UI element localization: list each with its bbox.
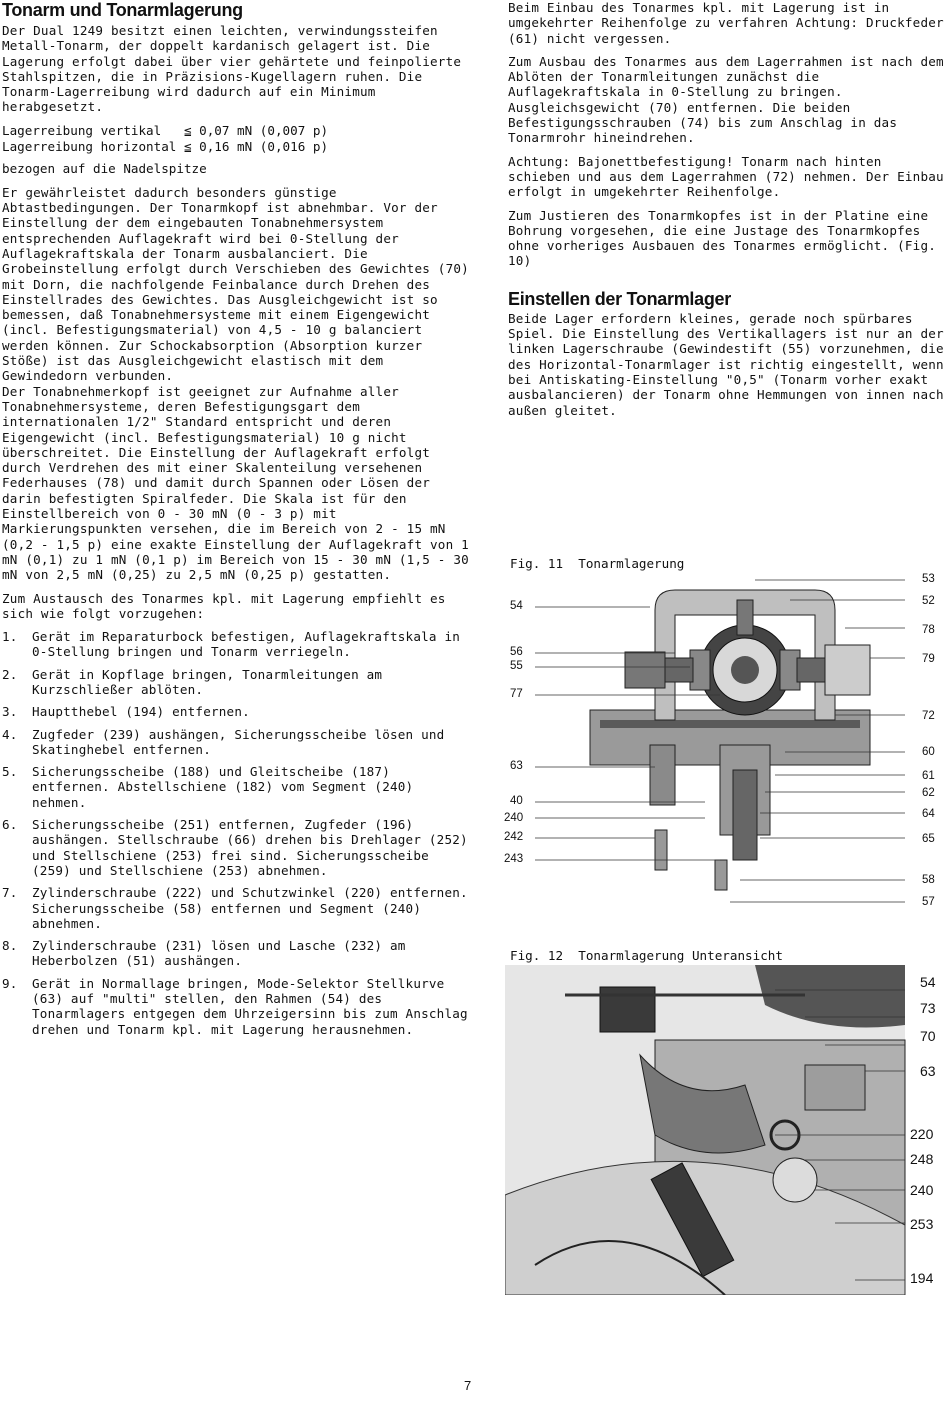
left-column <box>2 0 472 1044</box>
list-item: 6. Sicherungsscheibe (251) entfernen, Zugfeder (196) aushängen. Stellschraube (66) drehen bis Drehlager (252) und Stellschiene (253) frei sind. Sicherungsscheibe (259) und Stellschiene (253) abnehmen. <box>2 817 468 878</box>
body-paragraph-3: Zum Austausch des Tonarmes kpl. mit Lagerung empfiehlt es sich wie folgt vorzugehen: <box>2 590 446 621</box>
right-paragraph-3: Achtung: Bajonettbefestigung! Tonarm nach hinten schieben und aus dem Lagerrahmen (72) nehmen. Der Einbau erfolgt in umgekehrter Reihenfolge. <box>508 153 944 200</box>
fig12-label: 248 <box>910 1151 934 1167</box>
fig11-label: 52 <box>922 595 935 607</box>
fig12-label: 194 <box>910 1270 934 1286</box>
intro-paragraph: Der Dual 1249 besitzt einen leichten, verwindungssteifen Metall-Tonarm, der doppelt kardanisch gelagert ist. Die Lagerung erfolgt dabei über vier gehärtete und feinpolierte Stahlspitzen, die in Präzisions-Kugellagern ruhen. Die Tonarm-Lagerreibung wird dadurch auf ein Minimum herabgesetzt. <box>2 23 462 115</box>
right-paragraph-2: Zum Ausbau des Tonarmes aus dem Lagerrahmen ist nach dem Ablöten der Tonarmleitungen zunächst die Auflagekraftskala in 0-Stellung zu bringen. Ausgleichsgewicht (70) entfernen. Die beiden Befestigungsschrauben (74) bis zum Anschlag in das Tonarmrohr hineindrehen. <box>508 53 944 146</box>
fig11-caption: Fig. 11 Tonarmlagerung <box>510 556 685 571</box>
spec-vertical: Lagerreibung vertikal ≦ 0,07 mN (0,007 p) <box>2 122 329 138</box>
spec-block <box>2 123 472 177</box>
fig11-illustration <box>505 570 945 915</box>
steps-list <box>2 629 472 1037</box>
fig12-illustration <box>505 965 945 1295</box>
fig11-label: 55 <box>510 660 523 672</box>
fig11-label: 240 <box>504 812 524 824</box>
fig11-label: 62 <box>922 787 935 799</box>
page-number: 7 <box>464 1378 472 1393</box>
fig11-label: 57 <box>922 896 935 908</box>
fig12-label: 253 <box>910 1216 934 1232</box>
fig12-caption: Fig. 12 Tonarmlagerung Unteransicht <box>510 948 783 963</box>
list-item: 5. Sicherungsscheibe (188) und Gleitscheibe (187) entfernen. Abstellschiene (182) vom Segment (240) nehmen. <box>2 764 414 810</box>
body-paragraph-1: Er gewährleistet dadurch besonders günstige Abtastbedingungen. Der Tonarmkopf ist abnehmbar. Vor der Einstellung der dem eingebauten Tonabnehmersystem entsprechenden Auflagekraft wird bei 0-Stellung der Auflagekraftskala der Tonarm ausbalanciert. Die Grobeinstellung erfolgt durch Verschieben des Gewichtes (70) mit Dorn, die nachfolgende Feinbalance durch Drehen des Einstellrades des Gewichtes. Das Ausgleichgewicht ist so bemessen, daß Tonabnehmersysteme mit einem Eigengewicht (incl. Befestigungsmaterial) von 4,5 - 10 g balanciert werden können. Zur Schockabsorption (Absorption kurzer Stöße) ist das Ausgleichgewicht elastisch mit dem Gewindedorn verbunden. <box>2 184 469 384</box>
fig12-label: 70 <box>920 1028 936 1044</box>
right-paragraph-4: Zum Justieren des Tonarmkopfes ist in der Platine eine Bohrung vorgesehen, die eine Justage des Tonarmkopfes ohne vorheriges Ausbauen des Tonarmes ermöglicht. (Fig. 10) <box>508 207 937 269</box>
fig12-label: 63 <box>920 1063 936 1079</box>
fig11-label: 60 <box>922 746 935 758</box>
fig11-label: 63 <box>510 760 523 772</box>
spec-note: bezogen auf die Nadelspitze <box>2 160 207 176</box>
body-paragraph-2: Der Tonabnehmerkopf ist geeignet zur Aufnahme aller Tonabnehmersysteme, deren Befestigungsgart dem internationalen 1/2" Standard entspricht und deren Eigengewicht (incl. Befestigungsmaterial) 10 g nicht überschreitet. Die Einstellung der Auflagekraft erfolgt durch Verdrehen des mit einer Skalenteilung versehenen Federhauses (78) und damit durch Spannen oder Lösen der darin befestigten Spiralfeder. Die Skala ist für den Einstellbereich von 0 - 30 mN (0 - 3 p) mit Markierungspunkten versehen, die im Bereich von 2 - 15 mN (0,2 - 1,5 p) eine exakte Einstellung der Auflagekraft von 1 mN (0,1) zu 1 mN (0,1 p) im Bereich von 15 - 30 mN (1,5 - 30 mN von 2,5 mN (0,25) zu 2,5 mN (0,25 p) gestatten. <box>2 383 469 583</box>
fig11-label: 78 <box>922 624 935 636</box>
fig12-label: 54 <box>920 974 936 990</box>
fig11-label: 53 <box>922 573 935 585</box>
fig11-label: 72 <box>922 710 935 722</box>
list-item: 8. Zylinderschraube (231) lösen und Lasche (232) am Heberbolzen (51) aushängen. <box>2 938 406 969</box>
list-item: 7. Zylinderschraube (222) und Schutzwinkel (220) entfernen. Sicherungsscheibe (58) entfernen und Segment (240) abnehmen. <box>2 885 468 931</box>
fig11-label: 79 <box>922 653 935 665</box>
fig12-label: 73 <box>920 1000 936 1016</box>
list-item: 1. Gerät im Reparaturbock befestigen, Auflagekraftskala in 0-Stellung bringen und Tonarm verriegeln. <box>2 629 461 660</box>
fig11-label: 77 <box>510 688 523 700</box>
section-title: Tonarm und Tonarmlagerung <box>2 0 243 20</box>
right-column <box>508 0 948 426</box>
list-item: 2. Gerät in Kopflage bringen, Tonarmleitungen am Kurzschließer ablöten. <box>2 666 383 697</box>
spec-horizontal: Lagerreibung horizontal ≦ 0,16 mN (0,016 p) <box>2 138 329 154</box>
fig11-label: 61 <box>922 770 935 782</box>
fig12-label: 240 <box>910 1182 934 1198</box>
fig11-label: 40 <box>510 795 523 807</box>
section-title-2: Einstellen der Tonarmlager <box>508 288 731 309</box>
fig11-label: 58 <box>922 874 935 886</box>
fig11-label: 243 <box>504 853 524 865</box>
right-paragraph-1: Beim Einbau des Tonarmes kpl. mit Lagerung ist in umgekehrter Reihenfolge zu verfahren Achtung: Druckfeder (61) nicht vergessen. <box>508 0 944 46</box>
list-item: 9. Gerät in Normallage bringen, Mode-Selektor Stellkurve (63) auf "multi" stellen, den Rahmen (54) des Tonarmlagers entgegen dem Uhrzeigersinn bis zum Anschlag drehen und Tonarm kpl. mit Lagerung herausnehmen. <box>2 975 468 1037</box>
right-paragraph-5: Beide Lager erfordern kleines, gerade noch spürbares Spiel. Die Einstellung des Vertikallagers ist nur an der linken Lagerschraube (Gewindestift (55) vorzunehmen, die des Horizontal-Tonarmlager ist richtig eingestellt, wenn bei Antiskating-Einstellung "0,5" (Tonarm vorher exakt ausbalancieren) der Tonarm ohne Hemmungen von innen nach außen gleitet. <box>508 310 944 418</box>
fig11-label: 64 <box>922 808 935 820</box>
fig12-label: 220 <box>910 1126 934 1142</box>
list-item: 3. Hauptthebel (194) entfernen. <box>2 704 250 720</box>
fig11-label: 242 <box>504 831 524 843</box>
list-item: 4. Zugfeder (239) aushängen, Sicherungsscheibe lösen und Skatinghebel entfernen. <box>2 726 445 757</box>
fig11-label: 54 <box>510 600 523 612</box>
fig11-label: 65 <box>922 833 935 845</box>
fig11-label: 56 <box>510 646 523 658</box>
